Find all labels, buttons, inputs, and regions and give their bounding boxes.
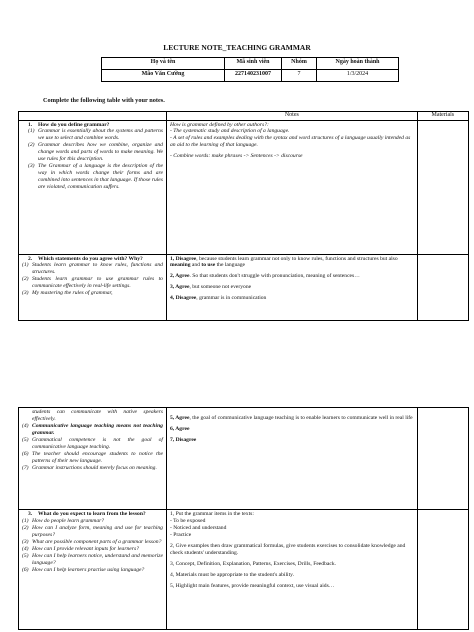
q2-question: 2. Which statements do you agree with? Why? <box>28 255 143 262</box>
header-blank <box>19 112 167 121</box>
q1-note: - A set of rules and examples dealing with the syntax and word structures of a language usually intended as an aid to the learning of that language. <box>169 135 411 149</box>
q3-option: (5) How can I help learners notice, understand and memorize language? <box>22 552 163 566</box>
info-value-id: 227140231007 <box>225 70 282 82</box>
q2-cont-answers <box>166 408 417 510</box>
q2-option: students can communicate with native speakers effectively. <box>32 409 163 422</box>
q1-option: (2) Grammar describes how we combine, organize and change words and parts of words to make meaning. We use rules for this description. <box>28 142 163 163</box>
q2-answer: 6, Agree <box>169 425 190 432</box>
q3-option: (4) How can I provide relevant inputs for learners? <box>22 545 139 552</box>
q3-answer: - To be exposed <box>169 517 206 524</box>
q2-cell <box>19 254 167 320</box>
q3-option: (2) How can I analyze form, meaning and use for teaching purposes? <box>22 524 163 538</box>
q2-option: (4) Communicative language teaching means not teaching grammar. <box>22 422 163 436</box>
q2-option: (6) The teacher should encourage students to notice the patterns of their new language. <box>22 450 163 464</box>
info-header-group: Nhóm <box>282 58 317 70</box>
q1-cell <box>19 120 167 254</box>
q3-answer: - Noticed and understand <box>169 524 227 531</box>
q2-option: (5) Grammatical competence is not the goal of communicative language teaching. <box>22 436 163 450</box>
info-header-date: Ngày hoàn thành <box>317 58 399 70</box>
q3-answer: 4, Materials must be appropriate to the student's ability. <box>169 571 294 578</box>
q1-option: (1) Grammar is essentially about the systems and patterns we use to select and combine words. <box>28 128 163 142</box>
q1-note: - The systematic study and description of a language. <box>169 128 290 135</box>
header-notes: Notes <box>166 112 417 121</box>
instruction-text: Complete the following table with your notes. <box>43 97 165 104</box>
q2-answers <box>166 254 417 320</box>
q3-answer: 5, Highlight main features, provide meaningful context, use visual aids… <box>169 582 335 589</box>
q2-cont-materials <box>417 408 468 510</box>
page-title: LECTURE NOTE_TEACHING GRAMMAR <box>163 43 311 52</box>
q1-note: - Combine words: make phrases -> Sentences -> discourse <box>169 153 303 160</box>
notes-table-page1 <box>18 111 469 321</box>
q3-option: (1) How do people learn grammar? <box>22 517 105 524</box>
info-header-id: Mã sinh viên <box>225 58 282 70</box>
info-value-name: Mão Văn Cường <box>102 70 225 82</box>
q2-answer: 1, Disagree, because students learn grammar not only to know rules, functions and structures but also meaning and to use the language <box>169 255 398 269</box>
q2-answer: 7, Disagree <box>169 436 197 443</box>
student-info-table <box>101 57 399 82</box>
q1-note: How is grammar defined by other authors?: <box>169 121 269 128</box>
info-value-date: 1/3/2024 <box>317 70 399 82</box>
info-header-name: Họ và tên <box>102 58 225 70</box>
q2-option: (2) Students learn grammar to use grammar rules to communicate effectively in real-life settings. <box>22 276 163 290</box>
q3-cell <box>19 510 167 630</box>
q3-option: (3) What are possible component parts of a grammar lesson? <box>22 538 162 545</box>
q1-question: 1. How do you define grammar? <box>28 121 110 128</box>
q3-question: 3. What do you expect to learn from the lesson? <box>28 511 146 517</box>
q2-answer: 5, Agree, the goal of communicative language teaching is to enable learners to communicate well in real life <box>169 415 413 421</box>
notes-table-page2 <box>18 407 469 630</box>
q3-answer: 1, Put the grammar items in the texts: <box>169 511 254 517</box>
q3-answers <box>166 510 417 630</box>
q3-answer: 2, Give examples then draw grammatical formulas, give students exercises to consolidate knowledge and check students' understanding. <box>169 542 406 556</box>
q1-notes <box>166 120 417 254</box>
q2-option: (3) My mastering the rules of grammar, <box>22 290 113 297</box>
q2-answer: 3, Agree, but someone not everyone <box>169 284 252 291</box>
q3-option: (6) How can I help learners practise using language? <box>22 566 145 573</box>
q3-answer: 3, Concept, Definition, Explanation, Patterns, Exercises, Drills, Feedback. <box>169 560 337 567</box>
q2-answer: 2, Agree. So that students don't struggle with pronunciation, meaning of sentences… <box>169 273 360 280</box>
q1-materials <box>417 120 468 254</box>
q2-option: (7) Grammar instructions should merely focus on meaning. <box>22 464 157 471</box>
q3-materials <box>417 510 468 630</box>
q2-cont-cell <box>19 408 167 510</box>
q2-option: (1) Students learn grammar to know rules, functions and structures. <box>22 262 163 276</box>
header-materials: Materials <box>417 112 468 121</box>
q3-answer: - Practice <box>169 531 192 538</box>
info-value-group: 7 <box>282 70 317 82</box>
q2-answer: 4, Disagree, grammar is in communication <box>169 295 267 302</box>
q2-materials <box>417 254 468 320</box>
q1-option: (3) The Grammar of a language is the description of the way in which words change their forms and are combined into sentences in that language. If those rules are violated, communication suffers. <box>28 163 163 191</box>
